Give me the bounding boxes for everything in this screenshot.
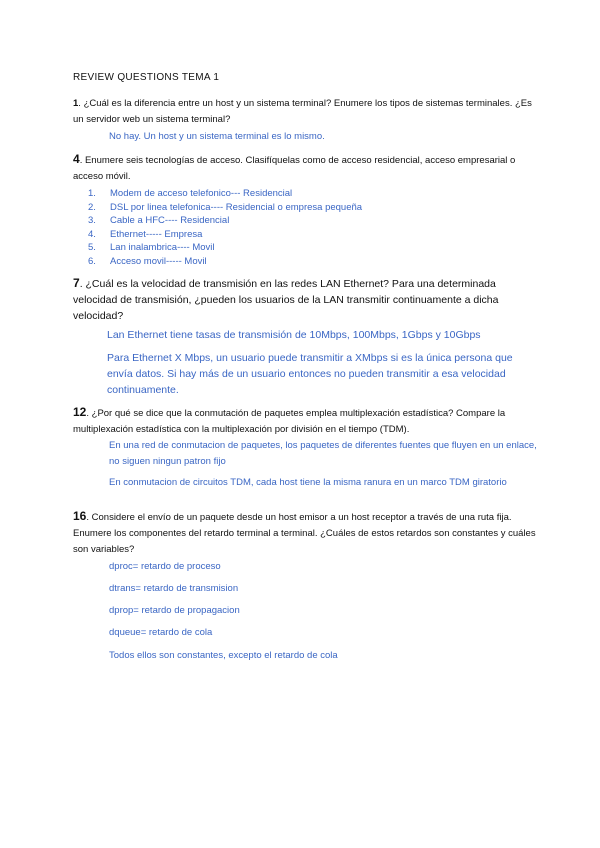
list-item: 2. DSL por linea telefonica---- Residencial o empresa pequeña	[88, 201, 363, 213]
list-item: 3. Cable a HFC---- Residencial	[88, 215, 230, 226]
question-12-text: . ¿Por qué se dice que la conmutación de paquetes emplea multiplexación estadística? Compare la multiplexación estadística con la multiplexación por división en el tiempo (TDM).	[73, 408, 506, 435]
access-technologies-list	[88, 187, 362, 268]
question-4-number: 4	[73, 152, 80, 166]
question-4-text: . Enumere seis tecnologías de acceso. Clasifíquelas como de acceso residencial, acceso empresarial o acceso móvil.	[73, 155, 516, 182]
list-item: 1. Modem de acceso telefonico--- Residencial	[88, 188, 293, 199]
question-7-answer-2: Para Ethernet X Mbps, un usuario puede transmitir a XMbps si es la única persona que envía datos. Si hay más de un usuario entonces no pueden transmitir a esa velocidad continuamente.	[107, 352, 513, 396]
question-7	[73, 275, 543, 324]
question-7-answer-1: Lan Ethernet tiene tasas de transmisión de 10Mbps, 100Mbps, 1Gbps y 10Gbps	[107, 329, 481, 341]
question-1-text: . ¿Cuál es la diferencia entre un host y un sistema terminal? Enumere los tipos de sistemas terminales. ¿Es un servidor web un sistema terminal?	[73, 98, 532, 125]
question-16-answer-2: dtrans= retardo de transmision	[109, 583, 239, 594]
question-1-number: 1	[73, 98, 79, 109]
question-16-answer-4: dqueue= retardo de cola	[109, 627, 213, 638]
question-12-answer-1: En una red de conmutacion de paquetes, los paquetes de diferentes fuentes que fluyen en un enlace, no siguen ningun patron fijo	[109, 440, 537, 467]
question-16-answer-5: Todos ellos son constantes, excepto el retardo de cola	[109, 650, 338, 661]
list-item: 6. Acceso movil----- Movil	[88, 255, 207, 267]
question-1	[73, 96, 543, 128]
question-16-number: 16	[73, 509, 87, 523]
question-1-answer: No hay. Un host y un sistema terminal es lo mismo.	[109, 131, 325, 142]
question-12-number: 12	[73, 405, 87, 419]
question-12	[73, 404, 543, 438]
question-7-text: . ¿Cuál es la velocidad de transmisión en las redes LAN Ethernet? Para una determinada velocidad de transmisión, ¿pueden los usuarios de la LAN transmitir continuamente a dicha velocidad?	[73, 278, 499, 322]
question-16	[73, 508, 543, 558]
question-7-number: 7	[73, 276, 80, 290]
question-12-answer-2: En conmutacion de circuitos TDM, cada host tiene la misma ranura en un marco TDM giratorio	[109, 477, 507, 488]
question-16-answer-1: dproc= retardo de proceso	[109, 561, 221, 572]
list-item: 4. Ethernet----- Empresa	[88, 228, 203, 240]
question-16-answer-3: dprop= retardo de propagacion	[109, 605, 240, 616]
question-4	[73, 151, 543, 185]
list-item: 5. Lan inalambrica---- Movil	[88, 242, 215, 253]
question-16-text: . Considere el envío de un paquete desde un host emisor a un host receptor a través de una ruta fija. Enumere los componentes del retardo terminal a terminal. ¿Cuáles de estos retardos son constantes y cuáles son variables?	[73, 512, 536, 555]
document-title: REVIEW QUESTIONS TEMA 1	[73, 72, 220, 83]
